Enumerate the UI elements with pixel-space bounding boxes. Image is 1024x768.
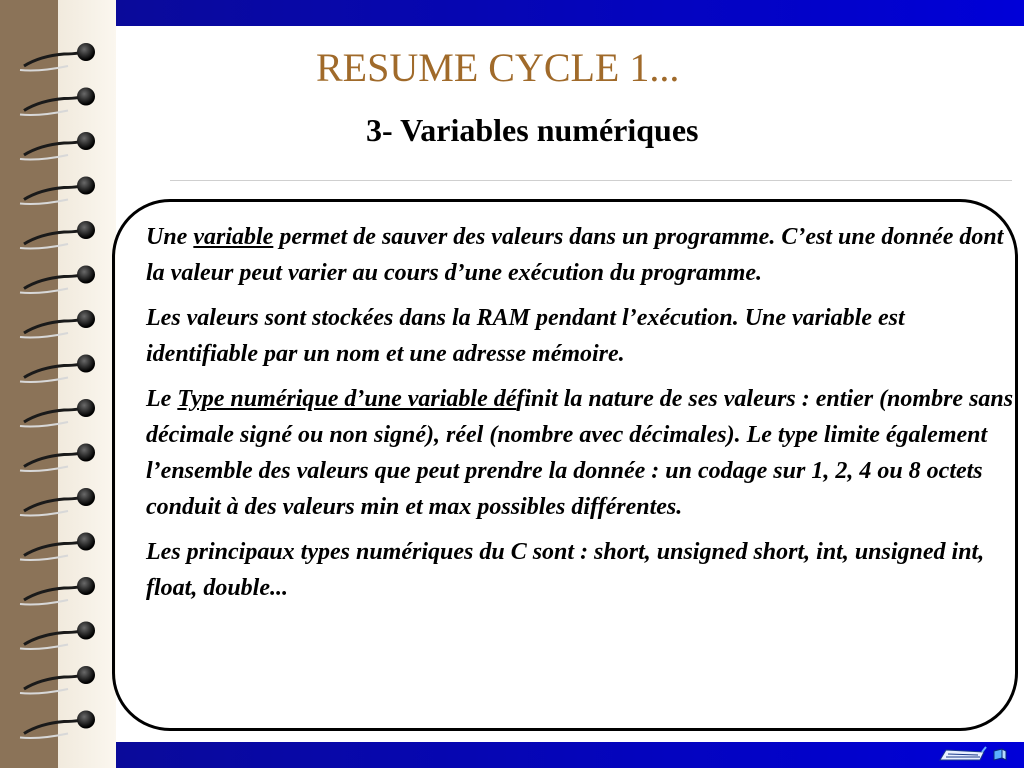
variable-term: variable — [193, 224, 274, 250]
spiral-ring-icon — [20, 666, 95, 694]
spiral-ring-icon — [20, 488, 95, 516]
bottom-bar — [116, 742, 1024, 768]
paragraph-text: permet de sauver des valeurs dans un programme. C’est une donnée dont la valeur peut varier au cours d’une exécution du programme. — [146, 224, 1004, 286]
spiral-binding — [0, 0, 116, 768]
spiral-ring-icon — [20, 310, 95, 338]
content-text — [146, 219, 1016, 615]
paragraph-text: finit la nature de ses valeurs : entier (nombre sans décimale signé ou non signé), réel (nombre avec décimales). Le type limite également l’ensemble des valeurs que peut prendre la donnée : un codage sur 1, 2, 4 ou 8 octets conduit à des valeurs min et max possibles différentes. — [146, 386, 1014, 520]
spiral-ring-icon — [20, 132, 95, 160]
spiral-ring-icon — [20, 177, 95, 205]
paragraph-numeric-type — [146, 381, 1016, 525]
spiral-ring-icon — [20, 711, 95, 739]
spiral-ring-icon — [20, 577, 95, 605]
paragraph-variable-definition — [146, 219, 1016, 291]
spiral-ring-icon — [20, 399, 95, 427]
spiral-ring-icon — [20, 444, 95, 472]
paragraph-ram-storage: Les valeurs sont stockées dans la RAM pendant l’exécution. Une variable est identifiable par un nom et une adresse mémoire. — [146, 305, 905, 367]
paragraph-c-types: Les principaux types numériques du C sont : short, unsigned short, int, unsigned int, float, double... — [146, 539, 985, 601]
paragraph-text: Le — [146, 386, 178, 412]
spiral-ring-icon — [20, 221, 95, 249]
spiral-ring-icon — [20, 43, 95, 71]
keyboard-icon[interactable] — [940, 747, 986, 760]
numeric-type-term: Type numérique d’une variable dé — [177, 386, 517, 412]
top-bar — [116, 0, 1024, 26]
help-book-icon[interactable] — [994, 749, 1006, 760]
spiral-ring-icon — [20, 533, 95, 561]
spiral-ring-icon — [20, 88, 95, 116]
paragraph-text: Une — [146, 224, 194, 250]
spiral-ring-icon — [20, 355, 95, 383]
slide-nav-icons — [936, 744, 1016, 764]
spiral-ring-icon — [20, 622, 95, 650]
title-divider — [170, 180, 1012, 181]
spiral-ring-icon — [20, 266, 95, 294]
slide-subtitle: 3- Variables numériques — [366, 112, 699, 148]
slide-title: RESUME CYCLE 1... — [316, 45, 680, 90]
